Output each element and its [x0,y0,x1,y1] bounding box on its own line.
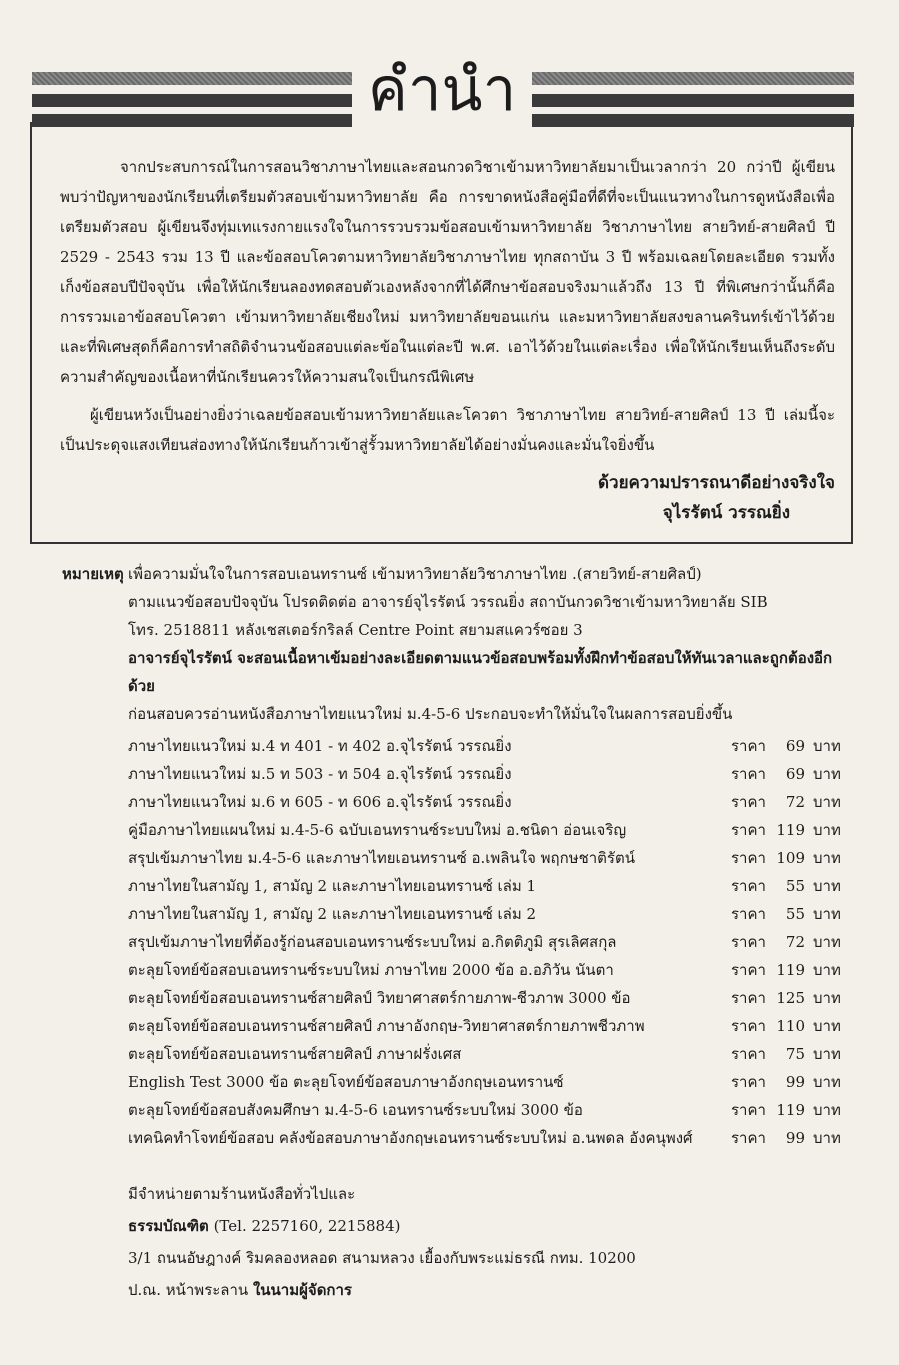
book-price: 75 [785,1045,805,1063]
currency-label: บาท [813,821,841,839]
manager-line [128,1274,853,1336]
banner-stripe [32,94,357,107]
book-price: 99 [785,1129,805,1147]
currency-label: บาท [813,849,841,867]
book-price: 55 [785,905,805,923]
preface-paragraph-1: จากประสบการณ์ในการสอนวิชาภาษาไทยและสอนกวดวิชาเข้ามหาวิทยาลัยมาเป็นเวลากว่า 20 กว่าปี ผู้เขียนพบว่าปัญหาของนักเรียนที่เตรียมตัวสอบเข้ามหาวิทยาลัย คือ การขาดหนังสือคู่มือที่ดีที่จะเป็นแนวทางในการดูหนังสือเพื่อเตรียมตัวสอบ ผู้เขียนจึงทุ่มเทแรงกายแรงใจในการรวบรวมข้อสอบเข้ามหาวิทยาลัย วิชาภาษาไทย สายวิทย์-สายศิลป์ ปี 2529 - 2543 รวม 13 ปี และข้อสอบโควตามหาวิทยาลัยวิชาภาษาไทย ทุกสถาบัน 3 ปี พร้อมเฉลยโดยละเอียด รวมทั้งเก็งข้อสอบปีปัจจุบัน เพื่อให้นักเรียนลองทดสอบตัวเองหลังจากที่ได้ศึกษาข้อสอบจริงมาแล้วถึง 13 ปี ที่พิเศษกว่านั้นก็คือ การรวมเอาข้อสอบโควตา เข้ามหาวิทยาลัยเชียงใหม่ มหาวิทยาลัยขอนแก่น และมหาวิทยาลัยสงขลานครินทร์เข้าไว้ด้วย และที่พิเศษสุดก็คือการทำสถิติจำนวนข้อสอบแต่ละข้อในแต่ละปี พ.ศ. เอาไว้ด้วยในแต่ละเรื่อง เพื่อให้นักเรียนเห็นถึงระดับความสำคัญของเนื้อหาที่นักเรียนควรให้ความสนใจเป็นกรณีพิเศษ [60,158,835,386]
note-body [128,560,853,728]
book-item [128,1068,853,1096]
currency-label: บาท [813,737,841,755]
book-title: สรุปเข้มภาษาไทย ม.4-5-6 และภาษาไทยเอนทรานซ์ อ.เพลินใจ พฤกษชาติรัตน์ [128,849,635,867]
book-price: 119 [776,821,805,839]
book-item [128,956,853,984]
publisher-phone: (Tel. 2257160, 2215884) [213,1217,401,1235]
price-label: ราคา [731,989,766,1007]
banner-stripe [32,114,357,127]
price-label: ราคา [731,905,766,923]
book-item [128,1096,853,1124]
note-line: อาจารย์จุไรรัตน์ จะสอนเนื้อหาเข้มอย่างละเอียดตามแนวข้อสอบพร้อมทั้งฝึกทำข้อสอบให้ทันเวลาและถูกต้องอีกด้วย [128,649,833,695]
book-item [128,844,853,872]
publisher-name: ธรรมบัณฑิต [128,1217,209,1235]
currency-label: บาท [813,1017,841,1035]
book-title: ตะลุยโจทย์ข้อสอบเอนทรานซ์สายศิลป์ ภาษาฝรั่งเศส [128,1045,462,1063]
book-price: 99 [785,1073,805,1091]
book-list [128,732,853,1152]
price-label: ราคา [731,877,766,895]
currency-label: บาท [813,1073,841,1091]
page-title: คำนำ [352,50,532,130]
price-label: ราคา [731,821,766,839]
book-item [128,928,853,956]
price-label: ราคา [731,737,766,755]
price-label: ราคา [731,849,766,867]
price-label: ราคา [731,765,766,783]
book-price: 109 [776,849,805,867]
publisher-address: 3/1 ถนนอัษฎางค์ ริมคลองหลอด สนามหลวง เยื้องกับพระแม่ธรณี กทม. 10200 [128,1249,636,1267]
book-title: ภาษาไทยแนวใหม่ ม.5 ท 503 - ท 504 อ.จุไรรัตน์ วรรณยิ่ง [128,765,512,783]
book-title: เทคนิคทำโจทย์ข้อสอบ คลังข้อสอบภาษาอังกฤษเอนทรานซ์ระบบใหม่ อ.นพดล อังคนุพงศ์ [128,1129,693,1147]
banner-stripe [526,72,854,85]
currency-label: บาท [813,933,841,951]
currency-label: บาท [813,1101,841,1119]
price-label: ราคา [731,1101,766,1119]
note-section [62,560,853,728]
price-label: ราคา [731,1017,766,1035]
book-price: 69 [785,737,805,755]
book-title: สรุปเข้มภาษาไทยที่ต้องรู้ก่อนสอบเอนทรานซ์ระบบใหม่ อ.กิตติภูมิ สุรเลิศสกุล [128,933,617,951]
book-title: English Test 3000 ข้อ ตะลุยโจทย์ข้อสอบภาษาอังกฤษเอนทรานซ์ [128,1073,564,1091]
book-item [128,1012,853,1040]
book-title: ตะลุยโจทย์ข้อสอบเอนทรานซ์สายศิลป์ วิทยาศาสตร์กายภาพ-ชีวภาพ 3000 ข้อ [128,989,631,1007]
book-price: 72 [785,933,805,951]
manager-prefix: ป.ณ. หน้าพระลาน [128,1281,249,1299]
note-line: ก่อนสอบควรอ่านหนังสือภาษาไทยแนวใหม่ ม.4-5-6 ประกอบจะทำให้มั่นใจในผลการสอบยิ่งขึ้น [128,705,733,723]
book-item [128,788,853,816]
book-title: ภาษาไทยแนวใหม่ ม.6 ท 605 - ท 606 อ.จุไรรัตน์ วรรณยิ่ง [128,793,512,811]
book-price: 72 [785,793,805,811]
book-title: ภาษาไทยในสามัญ 1, สามัญ 2 และภาษาไทยเอนทรานซ์ เล่ม 1 [128,877,537,895]
book-item [128,1040,853,1068]
distribution-text: มีจำหน่ายตามร้านหนังสือทั่วไปและ [128,1185,356,1203]
banner-stripe [526,114,854,127]
price-label: ราคา [731,1073,766,1091]
preface-box [30,122,853,544]
price-label: ราคา [731,1045,766,1063]
note-line: ตามแนวข้อสอบปัจจุบัน โปรดติดต่อ อาจารย์จุไรรัตน์ วรรณยิ่ง สถาบันกวดวิชาเข้ามหาวิทยาลัย SIB [128,593,768,611]
currency-label: บาท [813,961,841,979]
book-item [128,872,853,900]
preface-paragraph-2: ผู้เขียนหวังเป็นอย่างยิ่งว่าเฉลยข้อสอบเข้ามหาวิทยาลัยและโควตา วิชาภาษาไทย สายวิทย์-สายศิลป์ 13 ปี เล่มนี้จะเป็นประดุจแสงเทียนส่องทางให้นักเรียนก้าวเข้าสู่รั้วมหาวิทยาลัยได้อย่างมั่นคงและมั่นใจยิ่งขึ้น [60,406,835,454]
book-title: คู่มือภาษาไทยแผนใหม่ ม.4-5-6 ฉบับเอนทรานซ์ระบบใหม่ อ.ชนิดา อ่อนเจริญ [128,821,627,839]
currency-label: บาท [813,793,841,811]
book-item [128,816,853,844]
price-label: ราคา [731,933,766,951]
book-title: ตะลุยโจทย์ข้อสอบสังคมศึกษา ม.4-5-6 เอนทรานซ์ระบบใหม่ 3000 ข้อ [128,1101,583,1119]
price-label: ราคา [731,793,766,811]
publisher-line [128,1210,853,1242]
header [0,0,899,125]
book-price: 55 [785,877,805,895]
book-price: 119 [776,961,805,979]
book-price: 110 [776,1017,805,1035]
author-name: จุไรรัตน์ วรรณยิ่ง [662,503,790,523]
banner-stripe [32,72,357,85]
book-price: 119 [776,1101,805,1119]
manager-suffix: ในนามผู้จัดการ [252,1281,352,1299]
book-title: ภาษาไทยในสามัญ 1, สามัญ 2 และภาษาไทยเอนทรานซ์ เล่ม 2 [128,905,537,923]
currency-label: บาท [813,1129,841,1147]
book-item [128,760,853,788]
book-title: ภาษาไทยแนวใหม่ ม.4 ท 401 - ท 402 อ.จุไรรัตน์ วรรณยิ่ง [128,737,512,755]
price-label: ราคา [731,961,766,979]
currency-label: บาท [813,877,841,895]
book-item [128,732,853,760]
book-title: ตะลุยโจทย์ข้อสอบเอนทรานซ์ระบบใหม่ ภาษาไทย 2000 ข้อ อ.อภิวัน นันตา [128,961,614,979]
book-price: 69 [785,765,805,783]
book-title: ตะลุยโจทย์ข้อสอบเอนทรานซ์สายศิลป์ ภาษาอังกฤษ-วิทยาศาสตร์กายภาพชีวภาพ [128,1017,645,1035]
book-item [128,984,853,1012]
currency-label: บาท [813,1045,841,1063]
currency-label: บาท [813,905,841,923]
currency-label: บาท [813,989,841,1007]
book-item [128,1124,853,1152]
price-label: ราคา [731,1129,766,1147]
closing-text: ด้วยความปรารถนาดีอย่างจริงใจ [598,473,835,493]
note-line: เพื่อความมั่นใจในการสอบเอนทรานซ์ เข้ามหาวิทยาลัยวิชาภาษาไทย .(สายวิทย์-สายศิลป์) [128,565,702,583]
note-label: หมายเหตุ [62,565,124,583]
banner-stripe [526,94,854,107]
book-item [128,900,853,928]
currency-label: บาท [813,765,841,783]
note-line: โทร. 2518811 หลังเชสเตอร์กริลล์ Centre Point สยามสแควร์ซอย 3 [128,621,583,639]
book-price: 125 [776,989,805,1007]
